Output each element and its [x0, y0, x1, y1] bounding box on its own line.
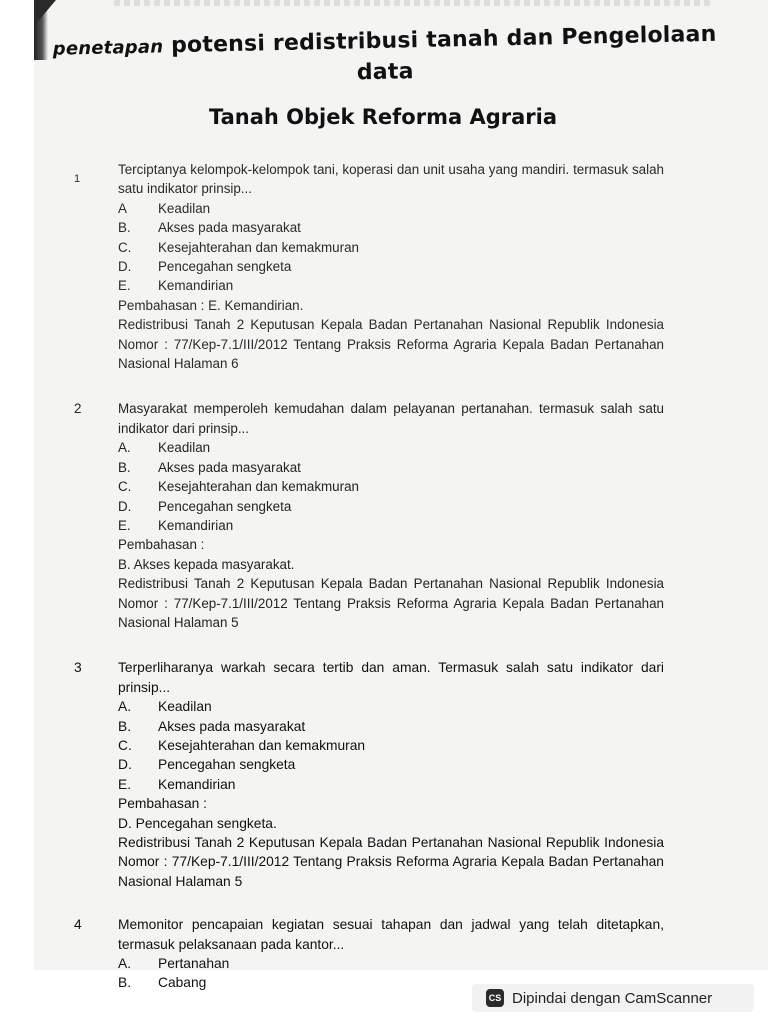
option-letter: C.: [118, 479, 132, 495]
option-label: Kemandirian: [158, 776, 236, 792]
option-label: Pertanahan: [158, 956, 230, 972]
option-a: [118, 438, 664, 457]
option-label: Akses pada masyarakat: [158, 718, 306, 734]
option-letter: D.: [118, 259, 132, 275]
answer-label: Pembahasan :: [118, 537, 205, 553]
title-line-1-rest: potensi redistribusi tanah dan Pengelolaan data: [162, 21, 717, 86]
option-label: Pencegahan sengketa: [158, 498, 292, 514]
answer-value: B. Akses kepada masyarakat.: [118, 556, 295, 572]
option-b: [118, 717, 664, 736]
question-1: [74, 160, 664, 373]
option-d: [118, 497, 664, 516]
option-c: [118, 477, 664, 496]
camscanner-watermark: [472, 984, 754, 1012]
option-label: Kesejahterahan dan kemakmuran: [158, 239, 359, 255]
question-text: Terperliharanya warkah secara tertib dan aman. Termasuk salah satu indikator dari prinsip...: [118, 660, 664, 695]
option-a: [118, 954, 664, 973]
option-letter: A: [118, 200, 127, 216]
option-label: Kemandirian: [158, 517, 234, 533]
option-label: Pencegahan sengketa: [158, 259, 292, 275]
option-letter: B.: [118, 459, 131, 475]
option-letter: C.: [118, 737, 132, 753]
option-letter: D.: [118, 757, 132, 773]
bleed-through-text: [114, 0, 714, 6]
option-c: [118, 238, 664, 257]
option-a: [118, 199, 664, 218]
option-letter: A.: [118, 440, 131, 456]
option-a: [118, 697, 664, 716]
option-label: Kemandirian: [158, 278, 234, 294]
page-corner-fold: [34, 0, 56, 26]
option-letter: B.: [118, 975, 132, 991]
question-4: [74, 915, 664, 993]
option-label: Pencegahan sengketa: [158, 757, 296, 773]
option-label: Keadilan: [158, 200, 211, 216]
option-label: Kesejahterahan dan kemakmuran: [158, 737, 366, 753]
question-list: [74, 160, 664, 993]
document-title: [40, 21, 730, 131]
answer-reference: Redistribusi Tanah 2 Keputusan Kepala Badan Pertanahan Nasional Republik Indonesia Nomor : 77/Kep-7.1/III/2012 Tentang Praksis Reforma Agraria Kepala Badan Pertanahan Nasional Halaman 5: [118, 835, 664, 889]
option-letter: B.: [118, 220, 131, 236]
option-label: Kesejahterahan dan kemakmuran: [158, 479, 359, 495]
answer-reference: Redistribusi Tanah 2 Keputusan Kepala Badan Pertanahan Nasional Republik Indonesia Nomor : 77/Kep-7.1/III/2012 Tentang Praksis Reforma Agraria Kepala Badan Pertanahan Nasional Halaman 6: [118, 317, 664, 372]
title-line-2: Tanah Objek Reforma Agraria: [208, 105, 557, 129]
watermark-text: Dipindai dengan CamScanner: [512, 989, 713, 1007]
option-label: Cabang: [158, 975, 207, 991]
option-label: Keadilan: [158, 440, 211, 456]
option-label: Akses pada masyarakat: [158, 220, 301, 236]
answer-label: Pembahasan : E. Kemandirian.: [118, 297, 304, 313]
title-prefix: penetapan: [52, 36, 164, 60]
question-number: 1: [74, 173, 81, 185]
option-e: [118, 516, 664, 535]
title-line-1: [39, 20, 730, 95]
option-letter: B.: [118, 718, 132, 734]
answer-label: Pembahasan :: [118, 796, 207, 812]
question-number: 4: [74, 917, 82, 933]
answer-reference: Redistribusi Tanah 2 Keputusan Kepala Badan Pertanahan Nasional Republik Indonesia Nomor : 77/Kep-7.1/III/2012 Tentang Praksis Reforma Agraria Kepala Badan Pertanahan Nasional Halaman 5: [118, 576, 664, 630]
option-letter: A.: [118, 699, 132, 715]
option-b: [118, 458, 664, 477]
question-number: 3: [74, 660, 82, 676]
camscanner-logo-icon: CS: [486, 989, 504, 1007]
scanned-page: [34, 0, 768, 991]
option-letter: C.: [118, 239, 132, 255]
question-number: 2: [74, 401, 82, 417]
question-text: Memonitor pencapaian kegiatan sesuai tahapan dan jadwal yang telah ditetapkan, termasuk pelaksanaan pada kantor...: [118, 917, 664, 952]
answer-value: D. Pencegahan sengketa.: [118, 815, 277, 831]
option-letter: E.: [118, 776, 132, 792]
question-text: Masyarakat memperoleh kemudahan dalam pelayanan pertanahan. termasuk salah satu indikator dari prinsip...: [118, 401, 664, 436]
question-text: Terciptanya kelompok-kelompok tani, koperasi dan unit usaha yang mandiri. termasuk salah satu indikator prinsip...: [118, 162, 664, 197]
option-b: [118, 218, 664, 237]
option-e: [118, 276, 664, 295]
option-letter: E.: [118, 278, 131, 294]
option-d: [118, 755, 664, 774]
question-2: [74, 399, 664, 632]
question-3: [74, 658, 664, 891]
option-label: Keadilan: [158, 699, 212, 715]
option-label: Akses pada masyarakat: [158, 459, 301, 475]
option-letter: E.: [118, 517, 131, 533]
option-letter: D.: [118, 498, 132, 514]
option-d: [118, 257, 664, 276]
option-e: [118, 775, 664, 794]
option-c: [118, 736, 664, 755]
option-letter: A.: [118, 956, 132, 972]
